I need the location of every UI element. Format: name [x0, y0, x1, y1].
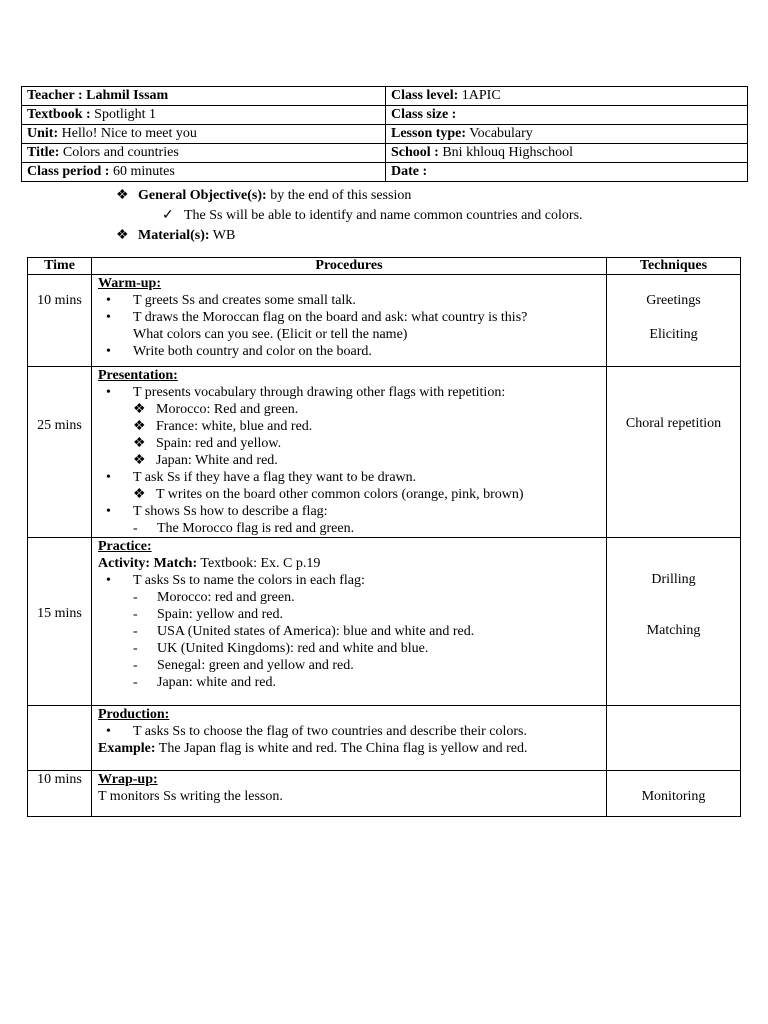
bullet-icon: • [106, 470, 111, 485]
class-level-value: 1APIC [458, 88, 501, 103]
procedure-cell [92, 275, 607, 367]
teacher-cell [22, 87, 386, 106]
teacher-label: Teacher : Lahmil Issam [27, 88, 169, 103]
list-item: Japan: White and red. [156, 453, 278, 468]
unit-label: Unit: [27, 126, 59, 141]
time-cell [28, 275, 92, 367]
technique-cell [607, 538, 741, 706]
bullet-icon: • [106, 310, 111, 325]
list-item: Japan: white and red. [157, 675, 276, 690]
stage-heading: Practice: [98, 539, 152, 554]
title-value: Colors and countries [59, 145, 179, 160]
time-value: 10 mins [37, 293, 82, 308]
class-level-label: Class level: [391, 88, 459, 103]
dash-bullet-icon: - [133, 658, 138, 673]
table-header-row [28, 258, 741, 275]
list-item: T monitors Ss writing the lesson. [98, 789, 283, 804]
info-row [22, 125, 748, 144]
info-row [22, 144, 748, 163]
procedure-cell [92, 771, 607, 817]
list-item: The Morocco flag is red and green. [157, 521, 355, 536]
bullet-icon: • [106, 724, 111, 739]
example-label: Example: [98, 741, 156, 756]
list-item: T asks Ss to name the colors in each flag: [133, 573, 365, 588]
technique-value: Greetings [646, 293, 701, 308]
info-row [22, 106, 748, 125]
list-item: T draws the Moroccan flag on the board and ask: what country is this? [133, 310, 528, 325]
time-cell [28, 706, 92, 771]
info-row [22, 87, 748, 106]
technique-value: Eliciting [649, 327, 698, 342]
list-item: Morocco: Red and green. [156, 402, 299, 417]
list-item: Senegal: green and yellow and red. [157, 658, 354, 673]
time-value: 10 mins [37, 772, 82, 787]
checkmark-icon: ✓ [162, 208, 174, 223]
procedure-cell [92, 538, 607, 706]
objective-text: The Ss will be able to identify and name common countries and colors. [184, 208, 583, 223]
time-value: 15 mins [37, 606, 82, 621]
class-size-cell [386, 106, 748, 125]
diamond-bullet-icon: ❖ [133, 436, 146, 451]
bullet-icon: • [106, 344, 111, 359]
stage-heading: Presentation: [98, 368, 178, 383]
table-row [28, 367, 741, 538]
list-item: T writes on the board other common colors (orange, pink, brown) [156, 487, 524, 502]
general-objective [0, 186, 768, 205]
time-value: 25 mins [37, 418, 82, 433]
diamond-bullet-icon: ❖ [116, 188, 129, 203]
technique-cell [607, 275, 741, 367]
list-item-continued: What colors can you see. (Elicit or tell the name) [133, 327, 408, 342]
time-header: Time [28, 258, 92, 275]
technique-value: Choral repetition [625, 416, 722, 431]
class-size-label: Class size : [391, 107, 457, 122]
list-item: Spain: red and yellow. [156, 436, 282, 451]
dash-bullet-icon: - [133, 521, 138, 536]
title-label: Title: [27, 145, 60, 160]
bullet-icon: • [106, 504, 111, 519]
textbook-label: Textbook : [27, 107, 91, 122]
example-text: The Japan flag is white and red. The China flag is yellow and red. [155, 741, 528, 756]
class-level-cell [386, 87, 748, 106]
table-row [28, 771, 741, 817]
technique-value: Monitoring [641, 789, 706, 804]
technique-value: Matching [646, 623, 701, 638]
techniques-header: Techniques [607, 258, 741, 275]
diamond-bullet-icon: ❖ [116, 228, 129, 243]
general-objective-label: General Objective(s): [138, 188, 267, 203]
dash-bullet-icon: - [133, 675, 138, 690]
technique-value: Drilling [651, 572, 696, 587]
activity-label: Activity: Match: [98, 556, 198, 571]
procedure-cell [92, 706, 607, 771]
technique-cell [607, 771, 741, 817]
lesson-type-cell [386, 125, 748, 144]
list-item: T asks Ss to choose the flag of two countries and describe their colors. [133, 724, 527, 739]
unit-cell [22, 125, 386, 144]
dash-bullet-icon: - [133, 607, 138, 622]
time-cell [28, 367, 92, 538]
date-cell [386, 163, 748, 182]
lesson-type-value: Vocabulary [466, 126, 533, 141]
time-cell [28, 771, 92, 817]
dash-bullet-icon: - [133, 590, 138, 605]
list-item: UK (United Kingdoms): red and white and blue. [157, 641, 429, 656]
diamond-bullet-icon: ❖ [133, 402, 146, 417]
list-item: T presents vocabulary through drawing other flags with repetition: [133, 385, 506, 400]
technique-cell [607, 706, 741, 771]
textbook-value: Spotlight 1 [90, 107, 157, 122]
diamond-bullet-icon: ❖ [133, 419, 146, 434]
materials-text: WB [209, 228, 236, 243]
stage-heading: Production: [98, 707, 170, 722]
list-item: France: white, blue and red. [156, 419, 313, 434]
bullet-icon: • [106, 573, 111, 588]
list-item: Write both country and color on the board. [133, 344, 372, 359]
class-period-label: Class period : [27, 164, 110, 179]
school-label: School : [391, 145, 439, 160]
school-value: Bni khlouq Highschool [438, 145, 574, 160]
dash-bullet-icon: - [133, 624, 138, 639]
time-cell [28, 538, 92, 706]
materials-label: Material(s): [138, 228, 210, 243]
stage-heading: Warm-up: [98, 276, 161, 291]
textbook-cell [22, 106, 386, 125]
materials [0, 226, 768, 245]
class-period-value: 60 minutes [109, 164, 175, 179]
info-row [22, 163, 748, 182]
lesson-type-label: Lesson type: [391, 126, 467, 141]
title-cell [22, 144, 386, 163]
class-period-cell [22, 163, 386, 182]
lesson-info-table [21, 86, 748, 182]
stage-heading: Wrap-up: [98, 772, 158, 787]
list-item: T ask Ss if they have a flag they want to be drawn. [133, 470, 417, 485]
bullet-icon: • [106, 385, 111, 400]
list-item: Morocco: red and green. [157, 590, 295, 605]
diamond-bullet-icon: ❖ [133, 453, 146, 468]
table-row [28, 538, 741, 706]
unit-value: Hello! Nice to meet you [58, 126, 197, 141]
school-cell [386, 144, 748, 163]
dash-bullet-icon: - [133, 641, 138, 656]
list-item: USA (United states of America): blue and white and red. [157, 624, 475, 639]
general-objective-text: by the end of this session [266, 188, 412, 203]
table-row [28, 706, 741, 771]
bullet-icon: • [106, 293, 111, 308]
technique-cell [607, 367, 741, 538]
list-item: T greets Ss and creates some small talk. [133, 293, 356, 308]
procedures-table [27, 257, 741, 817]
list-item: T shows Ss how to describe a flag: [133, 504, 328, 519]
activity-text: Textbook: Ex. C p.19 [197, 556, 321, 571]
procedures-header: Procedures [92, 258, 607, 275]
diamond-bullet-icon: ❖ [133, 487, 146, 502]
table-row [28, 275, 741, 367]
date-label: Date : [391, 164, 428, 179]
objective-item [0, 206, 768, 225]
procedure-cell [92, 367, 607, 538]
list-item: Spain: yellow and red. [157, 607, 283, 622]
